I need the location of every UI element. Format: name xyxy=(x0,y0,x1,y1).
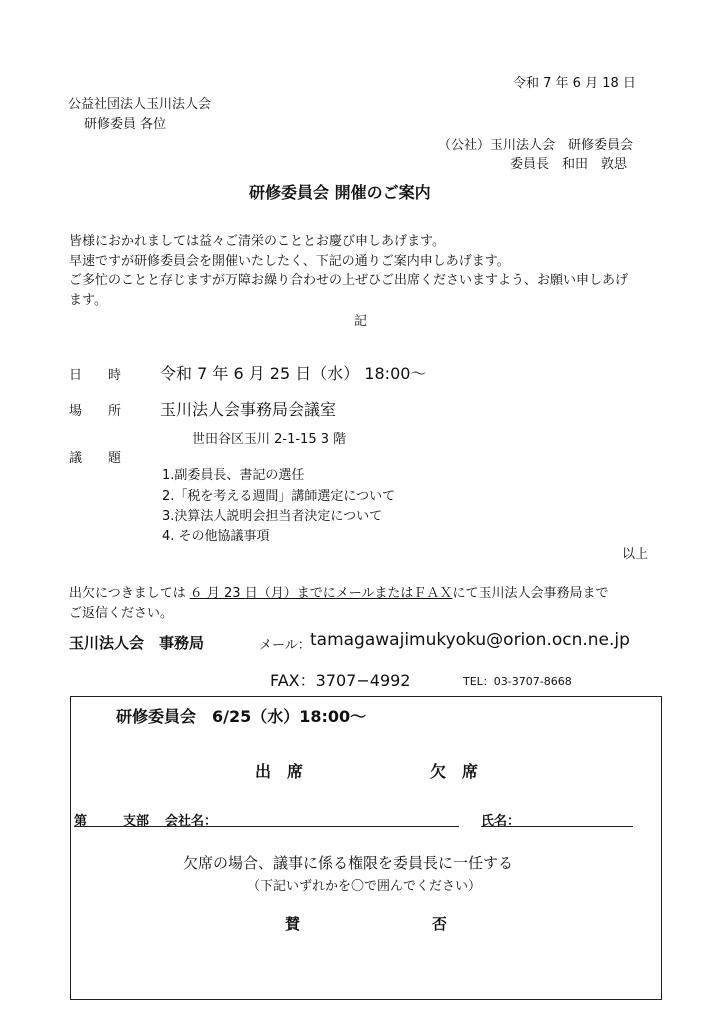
attend-option[interactable]: 出 席 xyxy=(255,762,304,781)
body-line-4: ます。 xyxy=(69,293,107,308)
datetime-label: 日 時 xyxy=(69,368,122,383)
ki-marker: 記 xyxy=(354,314,368,329)
agenda-label: 議 題 xyxy=(69,451,122,466)
delegation-statement: 欠席の場合、議事に係る権限を委員長に一任する xyxy=(183,854,514,872)
place-label: 場 所 xyxy=(69,404,122,419)
tel-number: TEL：03-3707-8668 xyxy=(463,675,572,688)
name-label: 氏名： xyxy=(481,814,521,829)
agenda-item: 1.副委員長、書記の選任 xyxy=(162,468,305,483)
sender-org: （公社）玉川法人会 研修委員会 xyxy=(438,138,634,153)
ijo-closing: 以上 xyxy=(622,547,649,562)
recipient-org: 公益社団法人玉川法人会 xyxy=(68,97,212,112)
name-fill-line[interactable] xyxy=(481,826,633,827)
agenda-item: 3.決算法人説明会担当者決定について xyxy=(162,509,383,524)
mail-label: メール： xyxy=(259,638,311,653)
company-label: 会社名： xyxy=(165,814,218,829)
fax-number: FAX：3707−4992 xyxy=(270,671,411,690)
reply-form xyxy=(70,696,662,1000)
agenda-item: 4. その他協議事項 xyxy=(162,529,270,544)
reply-note-after: にて玉川法人会事務局まで xyxy=(452,586,609,601)
delegation-note: （下記いずれかを〇で囲んでください） xyxy=(247,879,482,894)
office-name: 玉川法人会 事務局 xyxy=(69,634,205,652)
body-line-3: ご多忙のことと存じますが万障お繰り合わせの上ぜひご出席くださいますよう、お願い申しあげ xyxy=(69,273,629,288)
branch-suffix: 支部 xyxy=(123,814,150,829)
company-fill-line[interactable] xyxy=(74,826,459,827)
place-address: 世田谷区玉川 2-1-15 3 階 xyxy=(192,432,347,447)
datetime-value: 令和 7 年 6 月 25 日（水） 18:00～ xyxy=(160,364,427,383)
reply-deadline: ６ 月 23 日（月）までにメールまたはＦＡＸ xyxy=(189,586,453,601)
reply-form-heading: 研修委員会 6/25（水）18:00～ xyxy=(116,707,367,726)
body-line-1: 皆様におかれましては益々ご清栄のこととお慶び申しあげます。 xyxy=(69,234,445,249)
branch-prefix: 第 xyxy=(74,814,88,829)
place-value: 玉川法人会事務局会議室 xyxy=(160,400,337,419)
document-title: 研修委員会 開催のご案内 xyxy=(249,183,431,202)
reply-note-line-1 xyxy=(69,582,608,601)
recipient-attention: 研修委員 各位 xyxy=(84,117,167,132)
agenda-item: 2.「税を考える週間」講師選定について xyxy=(162,489,396,504)
body-line-2: 早速ですが研修委員会を開催いたしたく、下記の通りご案内申しあげます。 xyxy=(69,254,510,269)
oppose-option[interactable]: 否 xyxy=(432,915,448,933)
reply-note-before: 出欠につきましては xyxy=(69,586,186,601)
document-date: 令和 7 年 6 月 18 日 xyxy=(513,76,636,91)
sender-person: 委員長 和田 敦思 xyxy=(510,157,628,172)
mail-address: tamagawajimukyoku@orion.ocn.ne.jp xyxy=(310,630,630,650)
reply-note-line-2: ご返信ください。 xyxy=(69,606,174,621)
approve-option[interactable]: 賛 xyxy=(285,915,301,933)
absent-option[interactable]: 欠 席 xyxy=(430,762,479,781)
